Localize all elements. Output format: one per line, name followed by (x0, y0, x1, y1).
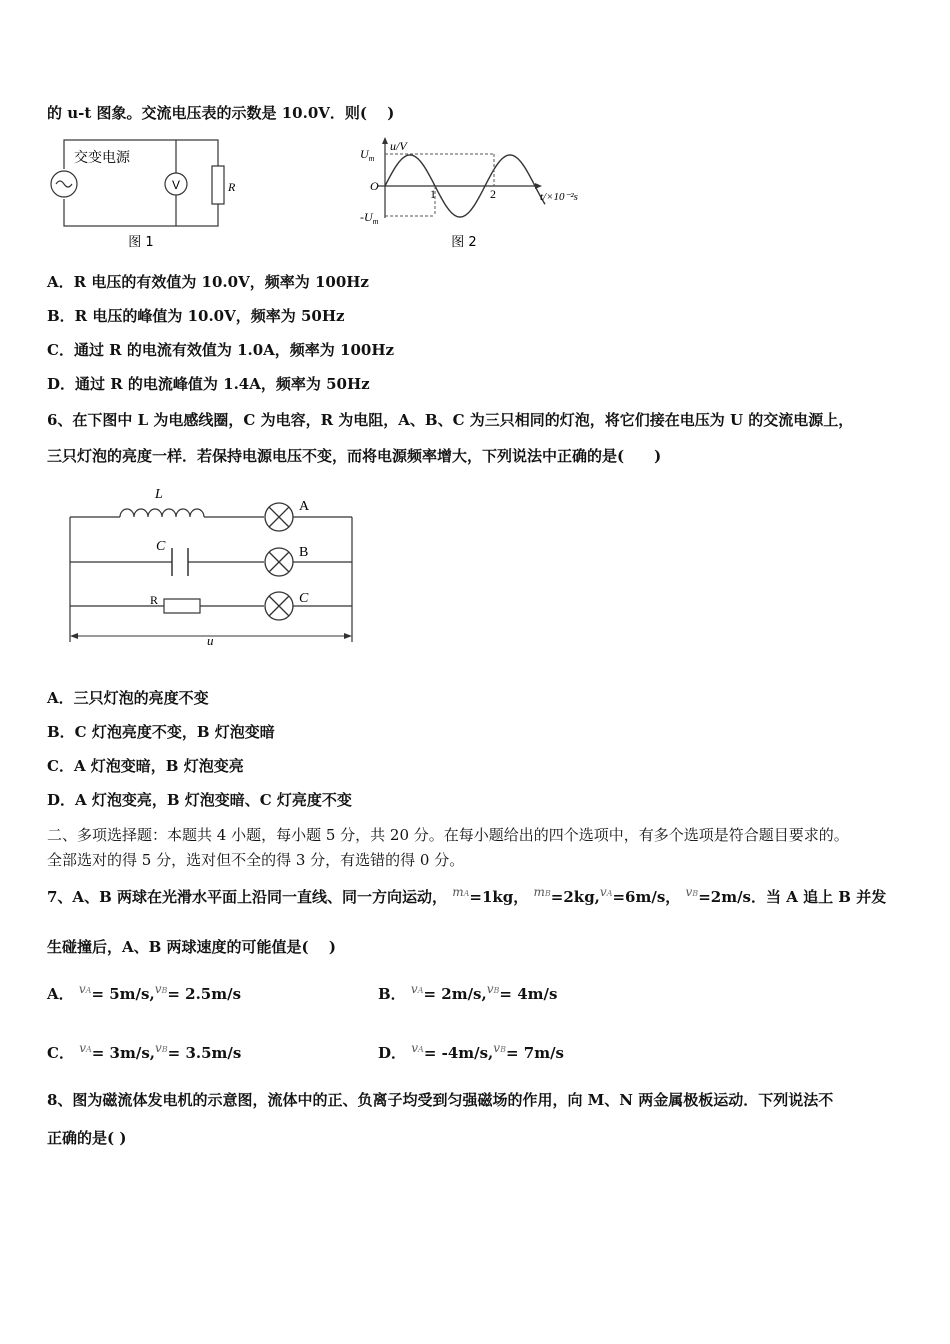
q5-option-a: A．R 电压的有效值为 10.0V，频率为 100Hz (47, 273, 369, 291)
figure-2-caption: 图 2 (451, 235, 477, 250)
q7-option-b: B． $^{vA}$= 2m/s,$^{vB}$= 4m/s (378, 982, 558, 1003)
q8-stem-line1: 8、图为磁流体发电机的示意图，流体中的正、负离子均受到匀强磁场的作用，向 M、N 两金属极板运动．下列说法不 (47, 1091, 834, 1109)
q5-option-b: B．R 电压的峰值为 10.0V，频率为 50Hz (47, 307, 345, 325)
q5-option-c: C．通过 R 的电流有效值为 1.0A，频率为 100Hz (47, 341, 395, 359)
velocity-b-symbol: vB (685, 885, 699, 899)
section2-line1: 二、多项选择题：本题共 4 小题，每小题 5 分，共 20 分。在每小题给出的四个选项中，有多个选项是符合题目要求的。 (47, 826, 849, 844)
lamp-a-label: A (299, 499, 310, 514)
q6-stem-line2: 三只灯泡的亮度一样．若保持电源电压不变，而将电源频率增大，下列说法中正确的是( ) (47, 447, 662, 465)
figure-1-circuit (46, 136, 246, 251)
resistor-r-icon (164, 599, 200, 613)
q6-circuit-diagram (62, 480, 362, 645)
q8-stem-line2: 正确的是( ) (47, 1129, 127, 1147)
neg-um-label: $-U_m$ (360, 210, 379, 226)
tick-2: 2 (490, 187, 496, 201)
q5-option-d: D．通过 R 的电流峰值为 1.4A，频率为 50Hz (47, 375, 370, 393)
lamp-b-label: B (299, 545, 309, 560)
q6-option-c: C．A 灯泡变暗，B 灯泡变亮 (47, 757, 244, 775)
q7-stem-line1: 7、A、B 两球在光滑水平面上沿同一直线、同一方向运动， $^{mA}$=1kg， $^{mB}$=2kg,$^{vA}$=6m/s， $^{vB}$=2m/s．当 A 追上 B 并发 (47, 885, 887, 906)
lamp-c-label: C (299, 591, 309, 606)
capacitor-label: C (156, 539, 166, 554)
velocity-a-symbol: vA (599, 885, 613, 899)
q5-intro: 的 u-t 图象。交流电压表的示数是 10.0V．则( ) (47, 104, 395, 122)
q6-stem-line1: 6、在下图中 L 为电感线圈，C 为电容，R 为电阻，A、B、C 为三只相同的灯泡，将它们接在电压为 U 的交流电源上， (47, 411, 854, 429)
resistor-label: R (228, 180, 236, 194)
q6-option-a: A．三只灯泡的亮度不变 (47, 689, 209, 707)
figure-1-caption: 图 1 (128, 235, 154, 250)
q6-option-b: B．C 灯泡亮度不变，B 灯泡变暗 (47, 723, 275, 741)
source-label: 交变电源 (74, 150, 130, 166)
section2-line2: 全部选对的得 5 分，选对但不全的得 3 分，有选错的得 0 分。 (47, 851, 465, 869)
um-label: $U_m$ (360, 147, 375, 163)
mass-a-symbol: mA (452, 885, 470, 899)
tick-1: 1 (430, 187, 436, 201)
inductor-label: L (155, 487, 163, 502)
q7-stem-line2: 生碰撞后，A、B 两球速度的可能值是( ) (47, 938, 336, 956)
q7-option-d: D． $^{vA}$= -4m/s,$^{vB}$= 7m/s (378, 1041, 564, 1062)
x-axis-label: t/×10⁻²s (540, 191, 578, 203)
origin-label: O (370, 179, 379, 193)
mass-b-symbol: mB (533, 885, 551, 899)
resistor-r-label: R (150, 593, 159, 607)
resistor-icon (212, 166, 224, 204)
q6-option-d: D．A 灯泡变亮，B 灯泡变暗、C 灯亮度不变 (47, 791, 352, 809)
voltmeter-label: V (171, 178, 181, 192)
y-axis-label: u/V (390, 139, 407, 153)
q7-option-c: C． $^{vA}$= 3m/s,$^{vB}$= 3.5m/s (47, 1041, 242, 1062)
voltage-u-label: u (207, 633, 214, 645)
q7-option-a: A． $^{vA}$= 5m/s,$^{vB}$= 2.5m/s (47, 982, 242, 1003)
figure-2-ut-graph (360, 134, 600, 254)
inductor-icon (120, 509, 204, 517)
